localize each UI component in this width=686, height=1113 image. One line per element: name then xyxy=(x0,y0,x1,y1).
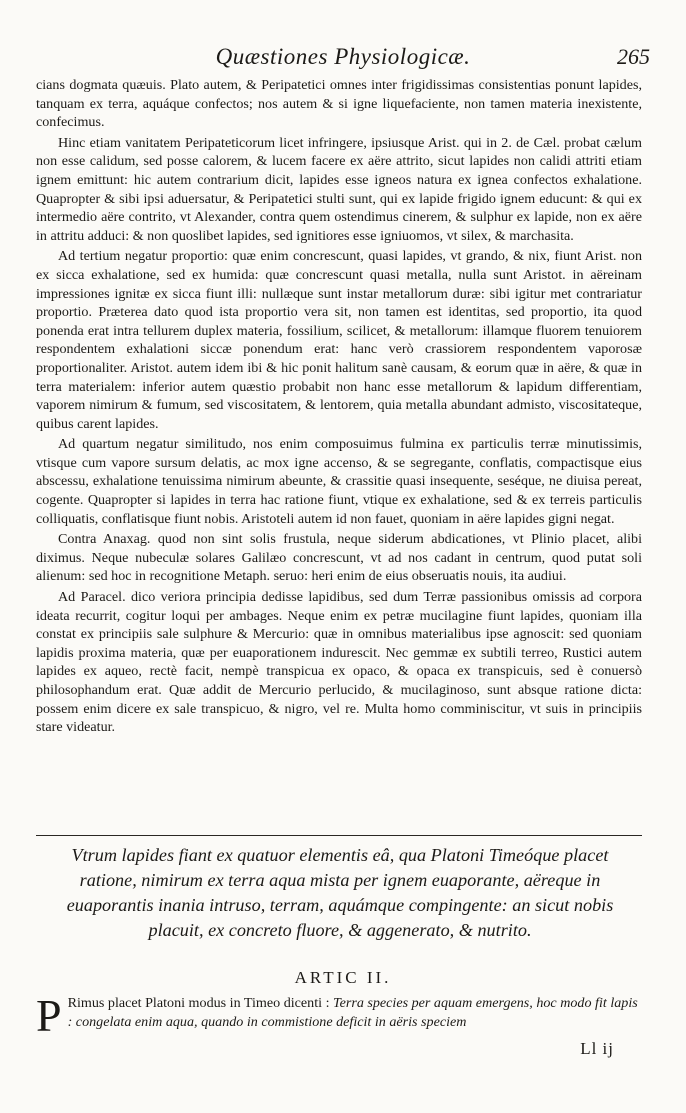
question-heading: Vtrum lapides fiant ex quatuor elementis eâ, qua Platoni Timeóque placet ratione, nimirum ex terra aqua mista per ignem euaporante, aëreque in euaporantis inania intruso, terram, aquámque compingente: an sicut nobis placuit, ex concreto fluore, & aggenerato, & nutrito. xyxy=(66,845,614,940)
paragraph-2: Hinc etiam vanitatem Peripateticorum licet infringere, ipsiusque Arist. qui in 2. de Cæl. probat cælum non esse calidum, sed posse calorem, & lucem facere ex aëre attrito, sicut lapides non calidi attriti etiam ignem emittunt: hic autem contrarium dicit, lapides esse igneos natura ex ignea confectos exhalatione. Quapropter & sibi ipsi aduersatur, & Peripatetici stulti sunt, qui ex lapide frigido ignem educunt: & qui ex intermedio aëre contrito, vt Alexander, contra quem ostendimus cinerem, & sulphur ex lapide, non ex aëre in attritu adduci: & non quoslibet lapides, sed ignitiores esse igniuomos, vt silex, & marchasita. xyxy=(36,134,642,244)
paragraph-4: Ad quartum negatur similitudo, nos enim composuimus fulmina ex particulis terræ minutissimis, vtisque cum vapore sursum delatis, ac mox igne accenso, & se segregante, conflatis, compactisque eius abscessu, exhalatione tenuissima nimirum abeunte, & crassitie quasi insequente, seséque, ne diuisa pereat, cogente. Quapropter si lapides in terra hac ratione fiunt, vtique ex exhalatione, sed & ex terreis particulis colliquatis, conflatisque fiunt nobis. Aristoteli autem id non fauet, quoniam in aëre lapides gigni negat. xyxy=(36,436,642,527)
article-heading: ARTIC II. xyxy=(294,968,392,987)
paragraph-1: cians dogmata quæuis. Plato autem, & Peripatetici omnes inter frigidissimas consistentias ponunt lapides, tanquam ex terra, aquáque confectos; nos autem & si igne liquefaciente, non tamen materia inexistente, confecimus. xyxy=(36,77,642,131)
running-title: Quæstiones Physiologicæ. xyxy=(215,44,471,69)
section-divider xyxy=(36,835,642,836)
drop-cap: P xyxy=(36,990,62,1041)
paragraph-5: Contra Anaxag. quod non sint solis frustula, neque siderum abdicationes, vt Plinio placet, alibi diximus. Neque nubeculæ solares Galilæo concrescunt, vt ad nos cadant in centrum, quod putat soli alienum: sed hoc in recognitione Metaph. seruo: heri enim de eius obseruatis nouis, ita audiui. xyxy=(36,531,642,585)
paragraph-6: Ad Paracel. dico veriora principia dedisse lapidibus, sed dum Terræ passionibus omissis ad corpora ideata recurrit, cogitur loqui per ambages. Neque enim ex petræ mucilagine fiunt lapides, quoniam illa constat ex principiis sale sulphure & Mercurio: quæ in omnibus materialibus ipse agnoscit: sed quoniam lapidis proxima materia, quæ per euaporationem indurescit. Nec gemmæ ex subtili terreo, Rustici autem lapides ex aqueo, rectè facit, nempè transpicua ex opaco, & opaca ex transpicuis, sed è conuersò philosophandum erat. Quæ addit de Mercurio perlucido, & mucilaginoso, sunt absque ratione dicta: possem enim dicere ex sale transpicuo, & nigro, vel re. Multa homo comminiscitur, vt suis in principiis stare videatur. xyxy=(36,589,642,736)
paragraph-3: Ad tertium negatur proportio: quæ enim concrescunt, quasi lapides, vt grando, & nix, fiunt Arist. non ex sicca exhalatione, sed ex humida: quæ concrescunt quasi metalla, nulla sunt Aristot. in aëreinam impressiones ignitæ ex sicca fiunt illi: nullæque sunt instar metallorum duræ: sibi igitur met contrariatur proportio. Præterea dato quod ista proportio vera sit, non tamen est identitas, sed proportio, ita quod ponenda erat intra tellurem duplex materia, fossilium, scilicet, & metallorum: illamque fluorem tenuiorem respondentem exhalationi siccæ ponendum erat: hanc verò crassiorem respondentem vaporosæ proportionaliter. Aristot. autem idem ibi & hic ponit halitum sanè causam, & eorum quæ in aëre, & quæ in terra materialem: inferior autem quæstio probabit non hanc esse metallorum & lapidum differentiam, vaporem nimirum & fumum, sed viscositatem, & lentorem, quia metalla abundant admisto, viscositateque, quibus carent lapides. xyxy=(36,248,642,432)
main-text xyxy=(36,76,642,737)
signature-mark: Ll ij xyxy=(580,1039,614,1058)
running-header xyxy=(0,44,686,74)
page-number: 265 xyxy=(617,44,650,69)
article-lead: Rimus placet Platoni modus in Timeo dicenti : xyxy=(67,995,330,1011)
article-text xyxy=(36,990,642,1041)
article-quote: Terra species per aquam emergens, hoc modo fit lapis : congelata enim aqua, quando in commistione deficit in aëris speciem xyxy=(67,995,638,1030)
